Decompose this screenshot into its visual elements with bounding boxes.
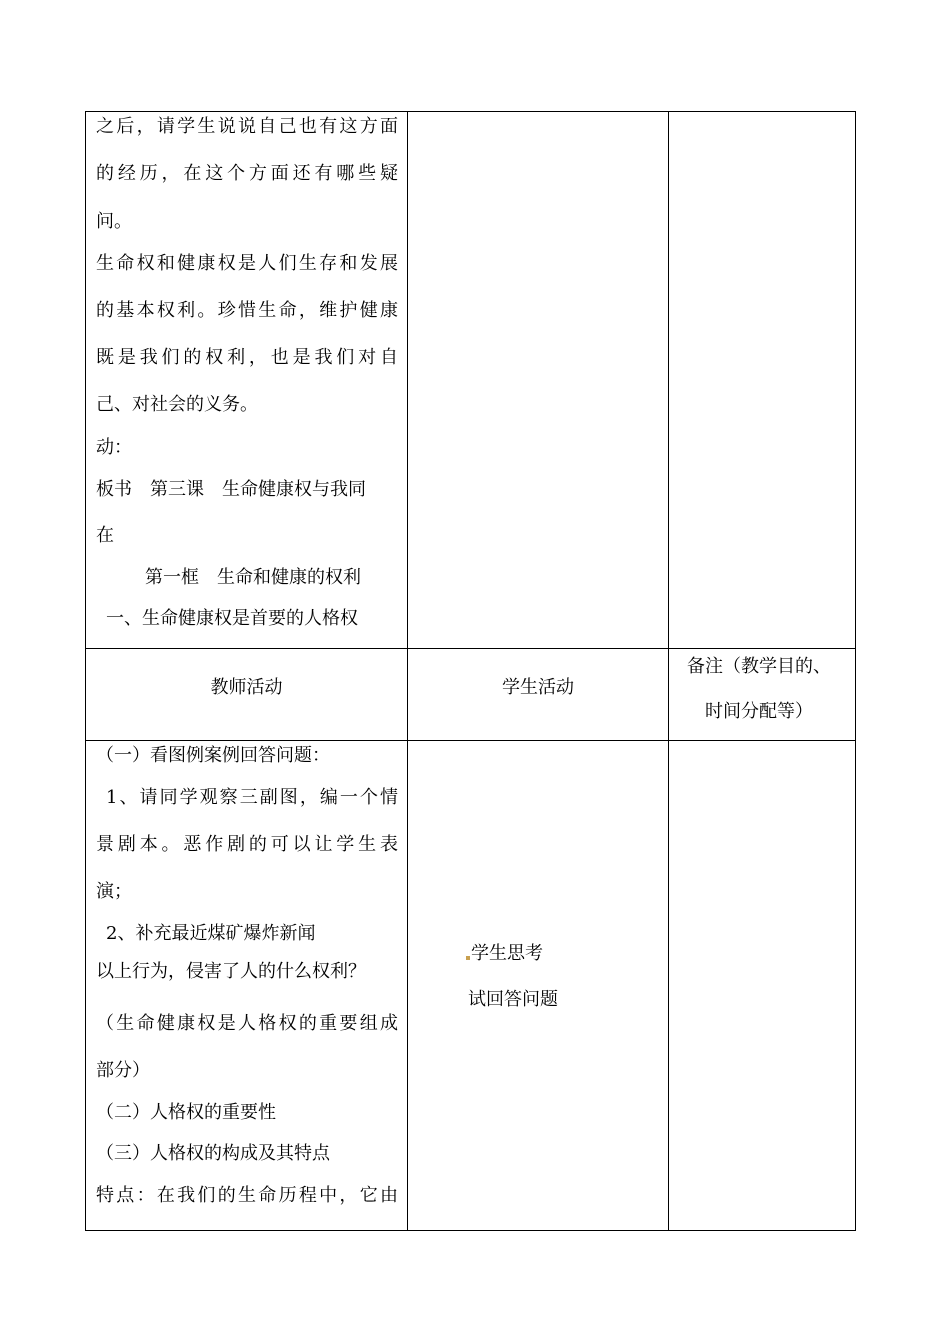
paragraph-line: 之后，请学生说说自己也有这方面 — [96, 116, 398, 137]
header-student-activity: 学生活动 — [502, 677, 574, 698]
table-column-divider — [407, 111, 408, 1231]
activity-item: 景剧本。恶作剧的可以让学生表 — [96, 834, 398, 855]
activity-item: 2、补充最近煤矿爆炸新闻 — [106, 923, 316, 944]
table-row-divider — [85, 740, 856, 741]
table-left-border — [85, 111, 86, 1231]
table-row-divider — [85, 648, 856, 649]
board-frame-title: 第一框 生命和健康的权利 — [145, 567, 361, 588]
paragraph-line: 既是我们的权利，也是我们对自 — [96, 347, 398, 368]
activity-answer: 部分） — [96, 1060, 150, 1081]
table-right-border — [855, 111, 856, 1231]
action-label: 动： — [96, 437, 132, 458]
bullet-marker — [466, 956, 470, 960]
table-top-border — [85, 111, 856, 112]
student-activity-line: 学生思考 — [471, 943, 543, 964]
header-notes-line: 备注（教学目的、 — [687, 656, 831, 677]
paragraph-line: 的经历，在这个方面还有哪些疑 — [96, 163, 398, 184]
activity-item: （二）人格权的重要性 — [96, 1102, 276, 1123]
activity-item: 特点：在我们的生命历程中，它由 — [96, 1185, 398, 1206]
header-teacher-activity: 教师活动 — [210, 677, 283, 698]
activity-question: 以上行为，侵害了人的什么权利？ — [96, 961, 366, 982]
activity-item: （三）人格权的构成及其特点 — [96, 1143, 330, 1164]
paragraph-line: 生命权和健康权是人们生存和发展 — [96, 253, 398, 274]
board-title-line: 板书 第三课 生命健康权与我同 — [96, 479, 366, 500]
activity-item: 演； — [96, 881, 132, 902]
header-notes-line: 时间分配等） — [705, 701, 813, 722]
paragraph-line: 己、对社会的义务。 — [96, 394, 258, 415]
table-column-divider — [668, 111, 669, 1231]
board-point: 一、生命健康权是首要的人格权 — [106, 608, 358, 629]
activity-item: 1、请同学观察三副图，编一个情 — [106, 787, 398, 808]
paragraph-line: 的基本权利。珍惜生命，维护健康 — [96, 300, 398, 321]
activity-answer: （生命健康权是人格权的重要组成 — [96, 1013, 398, 1034]
paragraph-line: 问。 — [96, 211, 132, 232]
student-activity-line: 试回答问题 — [468, 989, 558, 1010]
table-bottom-border — [85, 1230, 856, 1231]
activity-item: （一）看图例案例回答问题： — [96, 745, 330, 766]
board-title-line: 在 — [96, 525, 114, 546]
